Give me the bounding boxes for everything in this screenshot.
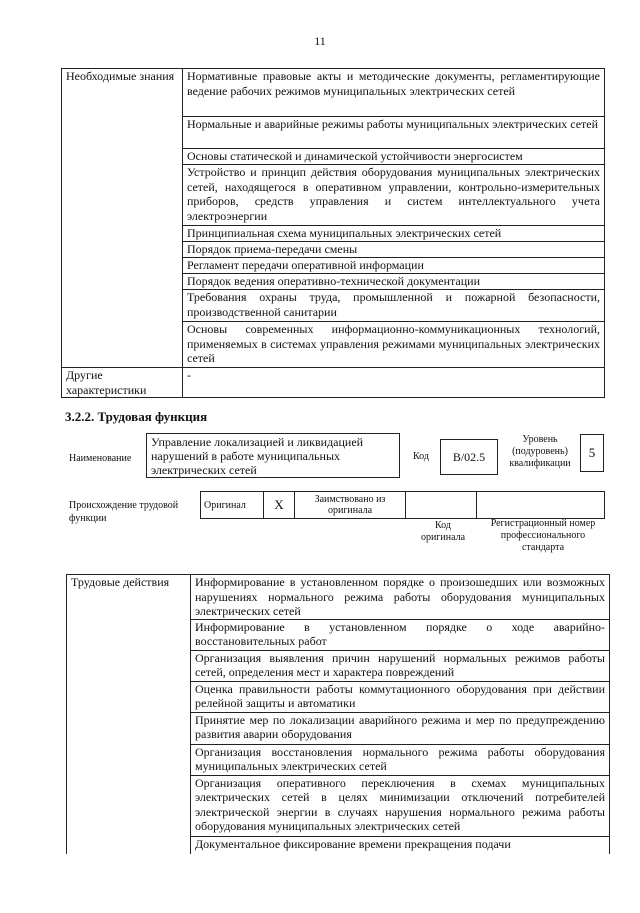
knowledge-item: Порядок приема-передачи смены [183, 242, 605, 258]
action-item: Документальное фиксирование времени прекращения подачи [191, 836, 610, 854]
knowledge-table [61, 68, 605, 398]
other-label: Другие характеристики [62, 368, 183, 398]
knowledge-item: Основы статической и динамической устойчивости энергосистем [183, 149, 605, 165]
name-label: Наименование [69, 453, 132, 464]
actions-table [66, 574, 610, 854]
knowledge-item: Устройство и принцип действия оборудования муниципальных электрических сетей, находящегося в оперативном управлении, контрольно-измерительных приборов, средств управления и систем интеллектуального учета электроэнергии [183, 165, 605, 226]
code-value: B/02.5 [440, 439, 498, 475]
origin-table [200, 491, 605, 519]
original-label: Оригинал [201, 492, 264, 519]
action-item: Информирование в установленном порядке о ходе аварийно-восстановительных работ [191, 619, 610, 650]
other-value: - [183, 368, 605, 398]
page-number: 11 [314, 34, 326, 48]
origin-code-cell [406, 492, 477, 519]
action-item: Организация восстановления нормального режима работы оборудования муниципальных электрических сетей [191, 744, 610, 775]
knowledge-item: Принципиальная схема муниципальных электрических сетей [183, 226, 605, 242]
origin-label: Происхождение трудовой функции [69, 500, 179, 524]
borrowed-label: Заимствовано из оригинала [295, 492, 406, 519]
reg-number-caption: Регистрационный номер профессионального стандарта [490, 518, 596, 553]
level-label: Уровень (подуровень) квалификации [509, 434, 571, 469]
knowledge-item: Основы современных информационно-коммуникационных технологий, применяемых в системах управления режимами муниципальных электрических сетей [183, 322, 605, 368]
reg-number-cell [477, 492, 605, 519]
knowledge-item: Порядок ведения оперативно-технической документации [183, 274, 605, 290]
action-item: Оценка правильности работы коммутационного оборудования при действии релейной защиты и автоматики [191, 681, 610, 712]
code-label: Код [413, 451, 429, 462]
action-item: Организация оперативного переключения в схемах муниципальных электрических сетей в целях минимизации отключений потребителей электрической энергии в случаях нарушения нормального режима работы оборудования муниципальных электрических сетей [191, 775, 610, 836]
knowledge-item: Нормальные и аварийные режимы работы муниципальных электрических сетей [183, 117, 605, 149]
knowledge-label: Необходимые знания [62, 69, 183, 368]
original-mark: X [264, 492, 295, 519]
action-item: Организация выявления причин нарушений нормальных режимов работы сетей, определения мест и характера повреждений [191, 650, 610, 681]
section-heading: 3.2.2. Трудовая функция [65, 409, 208, 424]
name-value: Управление локализацией и ликвидацией нарушений в работе муниципальных электрических сетей [146, 433, 400, 478]
knowledge-item: Регламент передачи оперативной информации [183, 258, 605, 274]
action-item: Принятие мер по локализации аварийного режима и мер по предупреждению развития аварии оборудования [191, 712, 610, 744]
actions-label: Трудовые действия [67, 575, 191, 855]
knowledge-item: Нормативные правовые акты и методические документы, регламентирующие ведение рабочих режимов муниципальных электрических сетей [183, 69, 605, 117]
level-value: 5 [580, 434, 604, 472]
knowledge-item: Требования охраны труда, промышленной и пожарной безопасности, производственной санитарии [183, 290, 605, 322]
origin-code-caption: Код оригинала [420, 520, 466, 543]
action-item: Информирование в установленном порядке о произошедших или возможных нарушениях нормального режима работы оборудования муниципальных электрических сетей [191, 575, 610, 620]
